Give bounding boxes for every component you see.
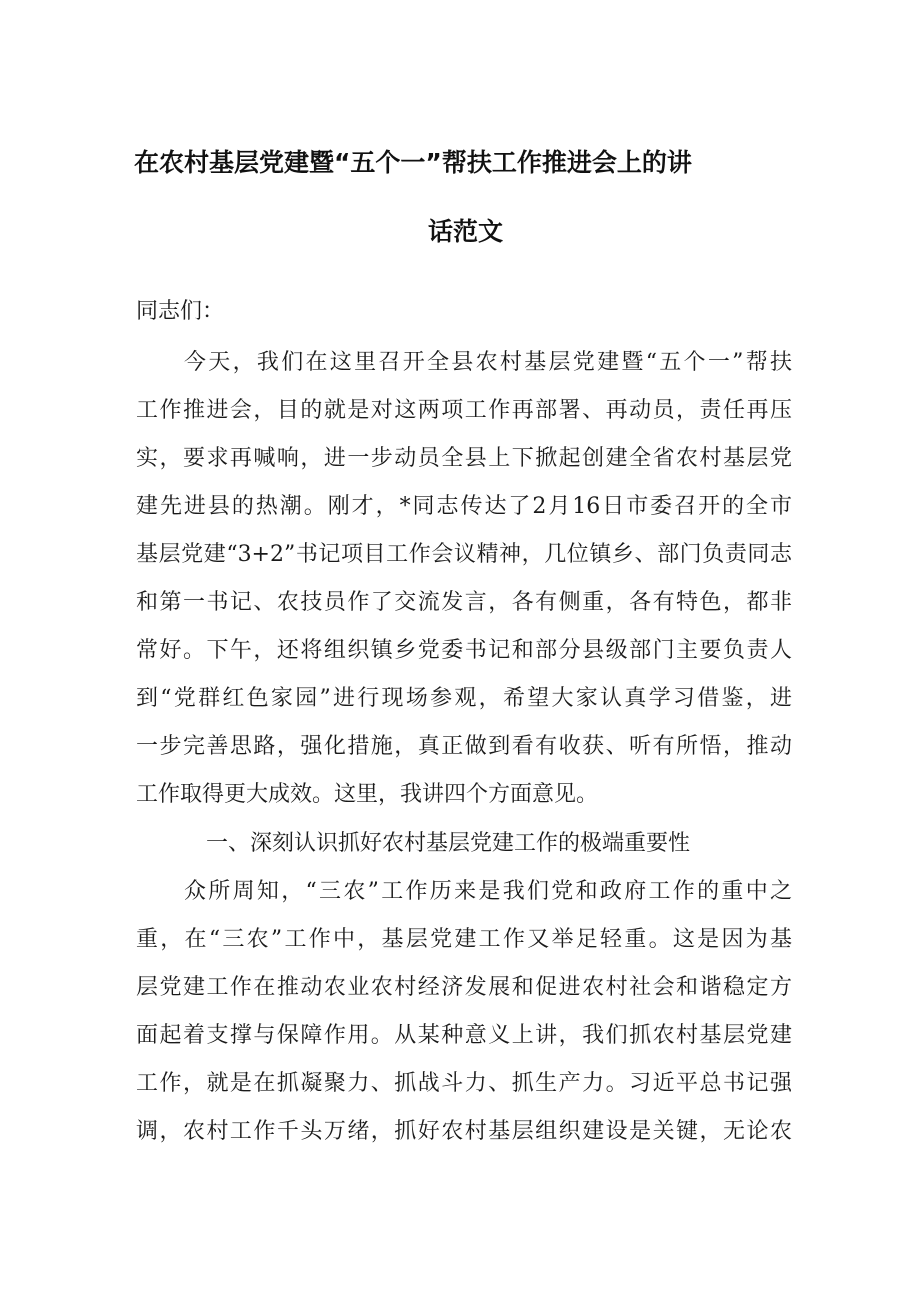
document-title-line-1: 在农村基层党建暨“五个一”帮扶工作推进会上的讲 bbox=[134, 148, 692, 177]
paragraph-line: 建先进县的热潮。刚才，*同志传达了2月16日市委召开的全市 bbox=[136, 494, 792, 519]
paragraph-line: 面起着支撑与保障作用。从某种意义上讲，我们抓农村基层党建 bbox=[136, 1023, 792, 1048]
paragraph-line: 工作推进会，目的就是对这两项工作再部署、再动员，责任再压 bbox=[136, 398, 792, 423]
paragraph-line: 重，在“三农”工作中，基层党建工作又举足轻重。这是因为基 bbox=[136, 927, 792, 952]
paragraph-line: 调，农村工作千头万绪，抓好农村基层组织建设是关键，无论农 bbox=[136, 1119, 792, 1144]
paragraph-line: 基层党建“3+2”书记项目工作会议精神，几位镇乡、部门负责同志 bbox=[136, 542, 792, 567]
paragraph-line: 工作取得更大成效。这里，我讲四个方面意见。 bbox=[136, 782, 599, 807]
paragraph-line: 工作，就是在抓凝聚力、抓战斗力、抓生产力。习近平总书记强 bbox=[136, 1071, 792, 1096]
salutation: 同志们： bbox=[136, 299, 225, 324]
paragraph-line: 众所周知，“三农”工作历来是我们党和政府工作的重中之 bbox=[184, 879, 792, 904]
section-heading: 一、深刻认识抓好农村基层党建工作的极端重要性 bbox=[206, 831, 691, 856]
paragraph-line: 层党建工作在推动农业农村经济发展和促进农村社会和谐稳定方 bbox=[136, 975, 792, 1000]
paragraph-line: 到“党群红色家园”进行现场参观，希望大家认真学习借鉴，进 bbox=[136, 686, 792, 711]
paragraph-line: 和第一书记、农技员作了交流发言，各有侧重，各有特色，都非 bbox=[136, 590, 792, 615]
paragraph-line: 一步完善思路，强化措施，真正做到看有收获、听有所悟，推动 bbox=[136, 734, 792, 759]
paragraph-line: 实，要求再喊响，进一步动员全县上下掀起创建全省农村基层党 bbox=[136, 446, 792, 471]
paragraph-line: 今天，我们在这里召开全县农村基层党建暨“五个一”帮扶 bbox=[184, 350, 792, 375]
document-title-line-2: 话范文 bbox=[428, 217, 504, 246]
paragraph-line: 常好。下午，还将组织镇乡党委书记和部分县级部门主要负责人 bbox=[136, 638, 792, 663]
